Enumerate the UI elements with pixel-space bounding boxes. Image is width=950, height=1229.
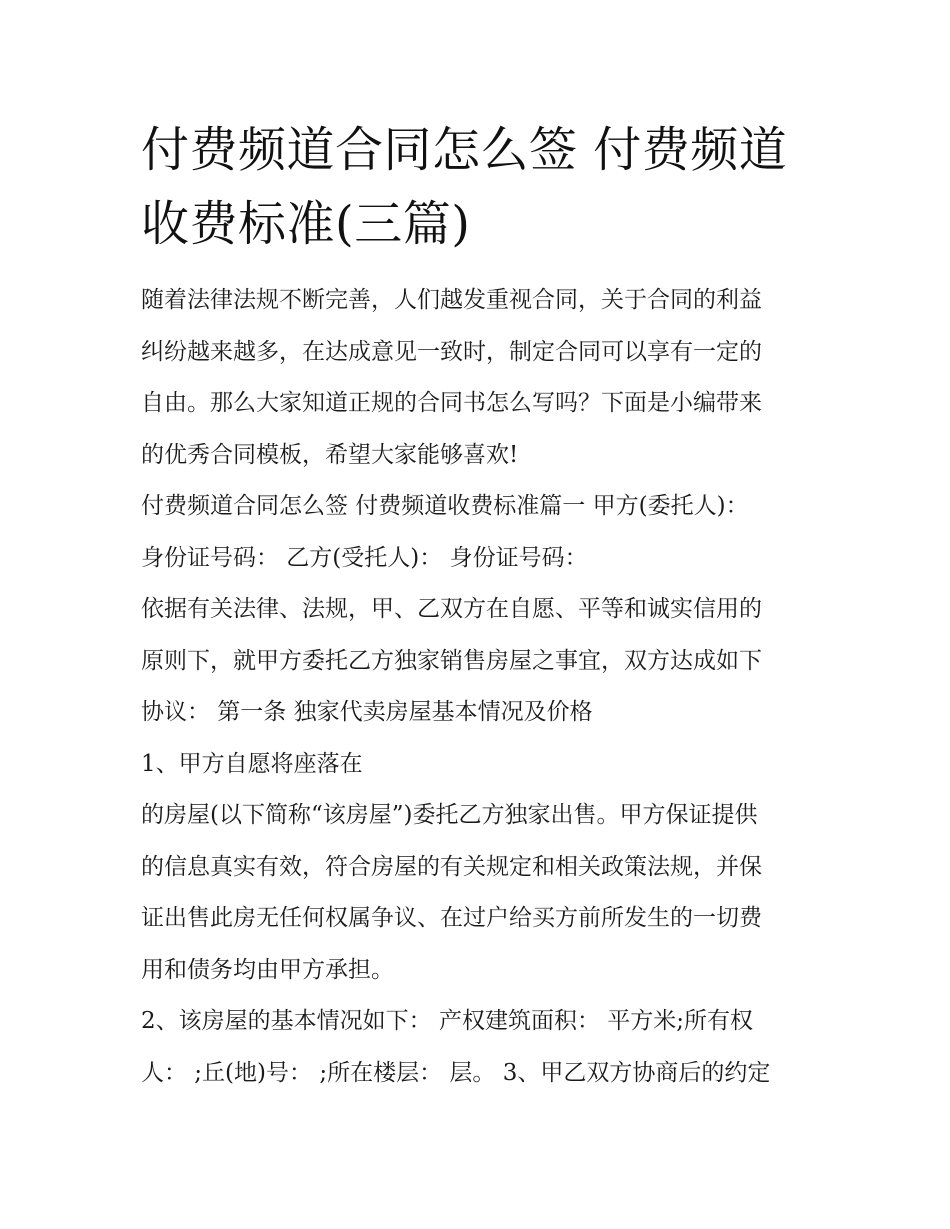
document-body	[141, 275, 821, 1099]
title-line-1: 付费频道合同怎么签 付费频道	[141, 122, 788, 178]
body-line-6: 身份证号码： 乙方(受托人)： 身份证号码：	[141, 544, 588, 571]
body-line-12: 的信息真实有效，符合房屋的有关规定和相关政策法规，并保	[141, 853, 762, 880]
body-line-1: 随着法律法规不断完善，人们越发重视合同，关于合同的利益	[141, 287, 762, 313]
body-line-5: 付费频道合同怎么签 付费频道收费标准篇一 甲方(委托人)：	[141, 493, 749, 519]
body-line-15: 2、该房屋的基本情况如下： 产权建筑面积： 平方米;所有权	[141, 1008, 754, 1034]
body-line-11: 的房屋(以下简称“该房屋”)委托乙方独家出售。甲方保证提供	[141, 802, 758, 828]
document-title	[141, 113, 821, 261]
body-line-7: 依据有关法律、法规，甲、乙双方在自愿、平等和诚实信用的	[141, 596, 762, 622]
body-line-8: 原则下，就甲方委托乙方独家销售房屋之事宜，双方达成如下	[141, 647, 762, 674]
body-line-16: 人： ;丘(地)号： ;所在楼层： 层。 3、甲乙双方协商后的约定	[141, 1059, 771, 1086]
body-line-14: 用和债务均由甲方承担。	[141, 956, 394, 983]
body-line-13: 证出售此房无任何权属争议、在过户给买方前所发生的一切费	[141, 905, 762, 931]
body-line-10: 1、甲方自愿将座落在	[141, 750, 363, 777]
title-line-2: 收费标准(三篇)	[141, 196, 471, 252]
body-line-3: 自由。那么大家知道正规的合同书怎么写吗？下面是小编带来	[141, 390, 762, 416]
document-content	[141, 113, 821, 1099]
body-line-9: 协议： 第一条 独家代卖房屋基本情况及价格	[141, 699, 593, 725]
body-line-2: 纠纷越来越多，在达成意见一致时，制定合同可以享有一定的	[141, 338, 762, 365]
body-line-4: 的优秀合同模板，希望大家能够喜欢!	[141, 441, 519, 468]
